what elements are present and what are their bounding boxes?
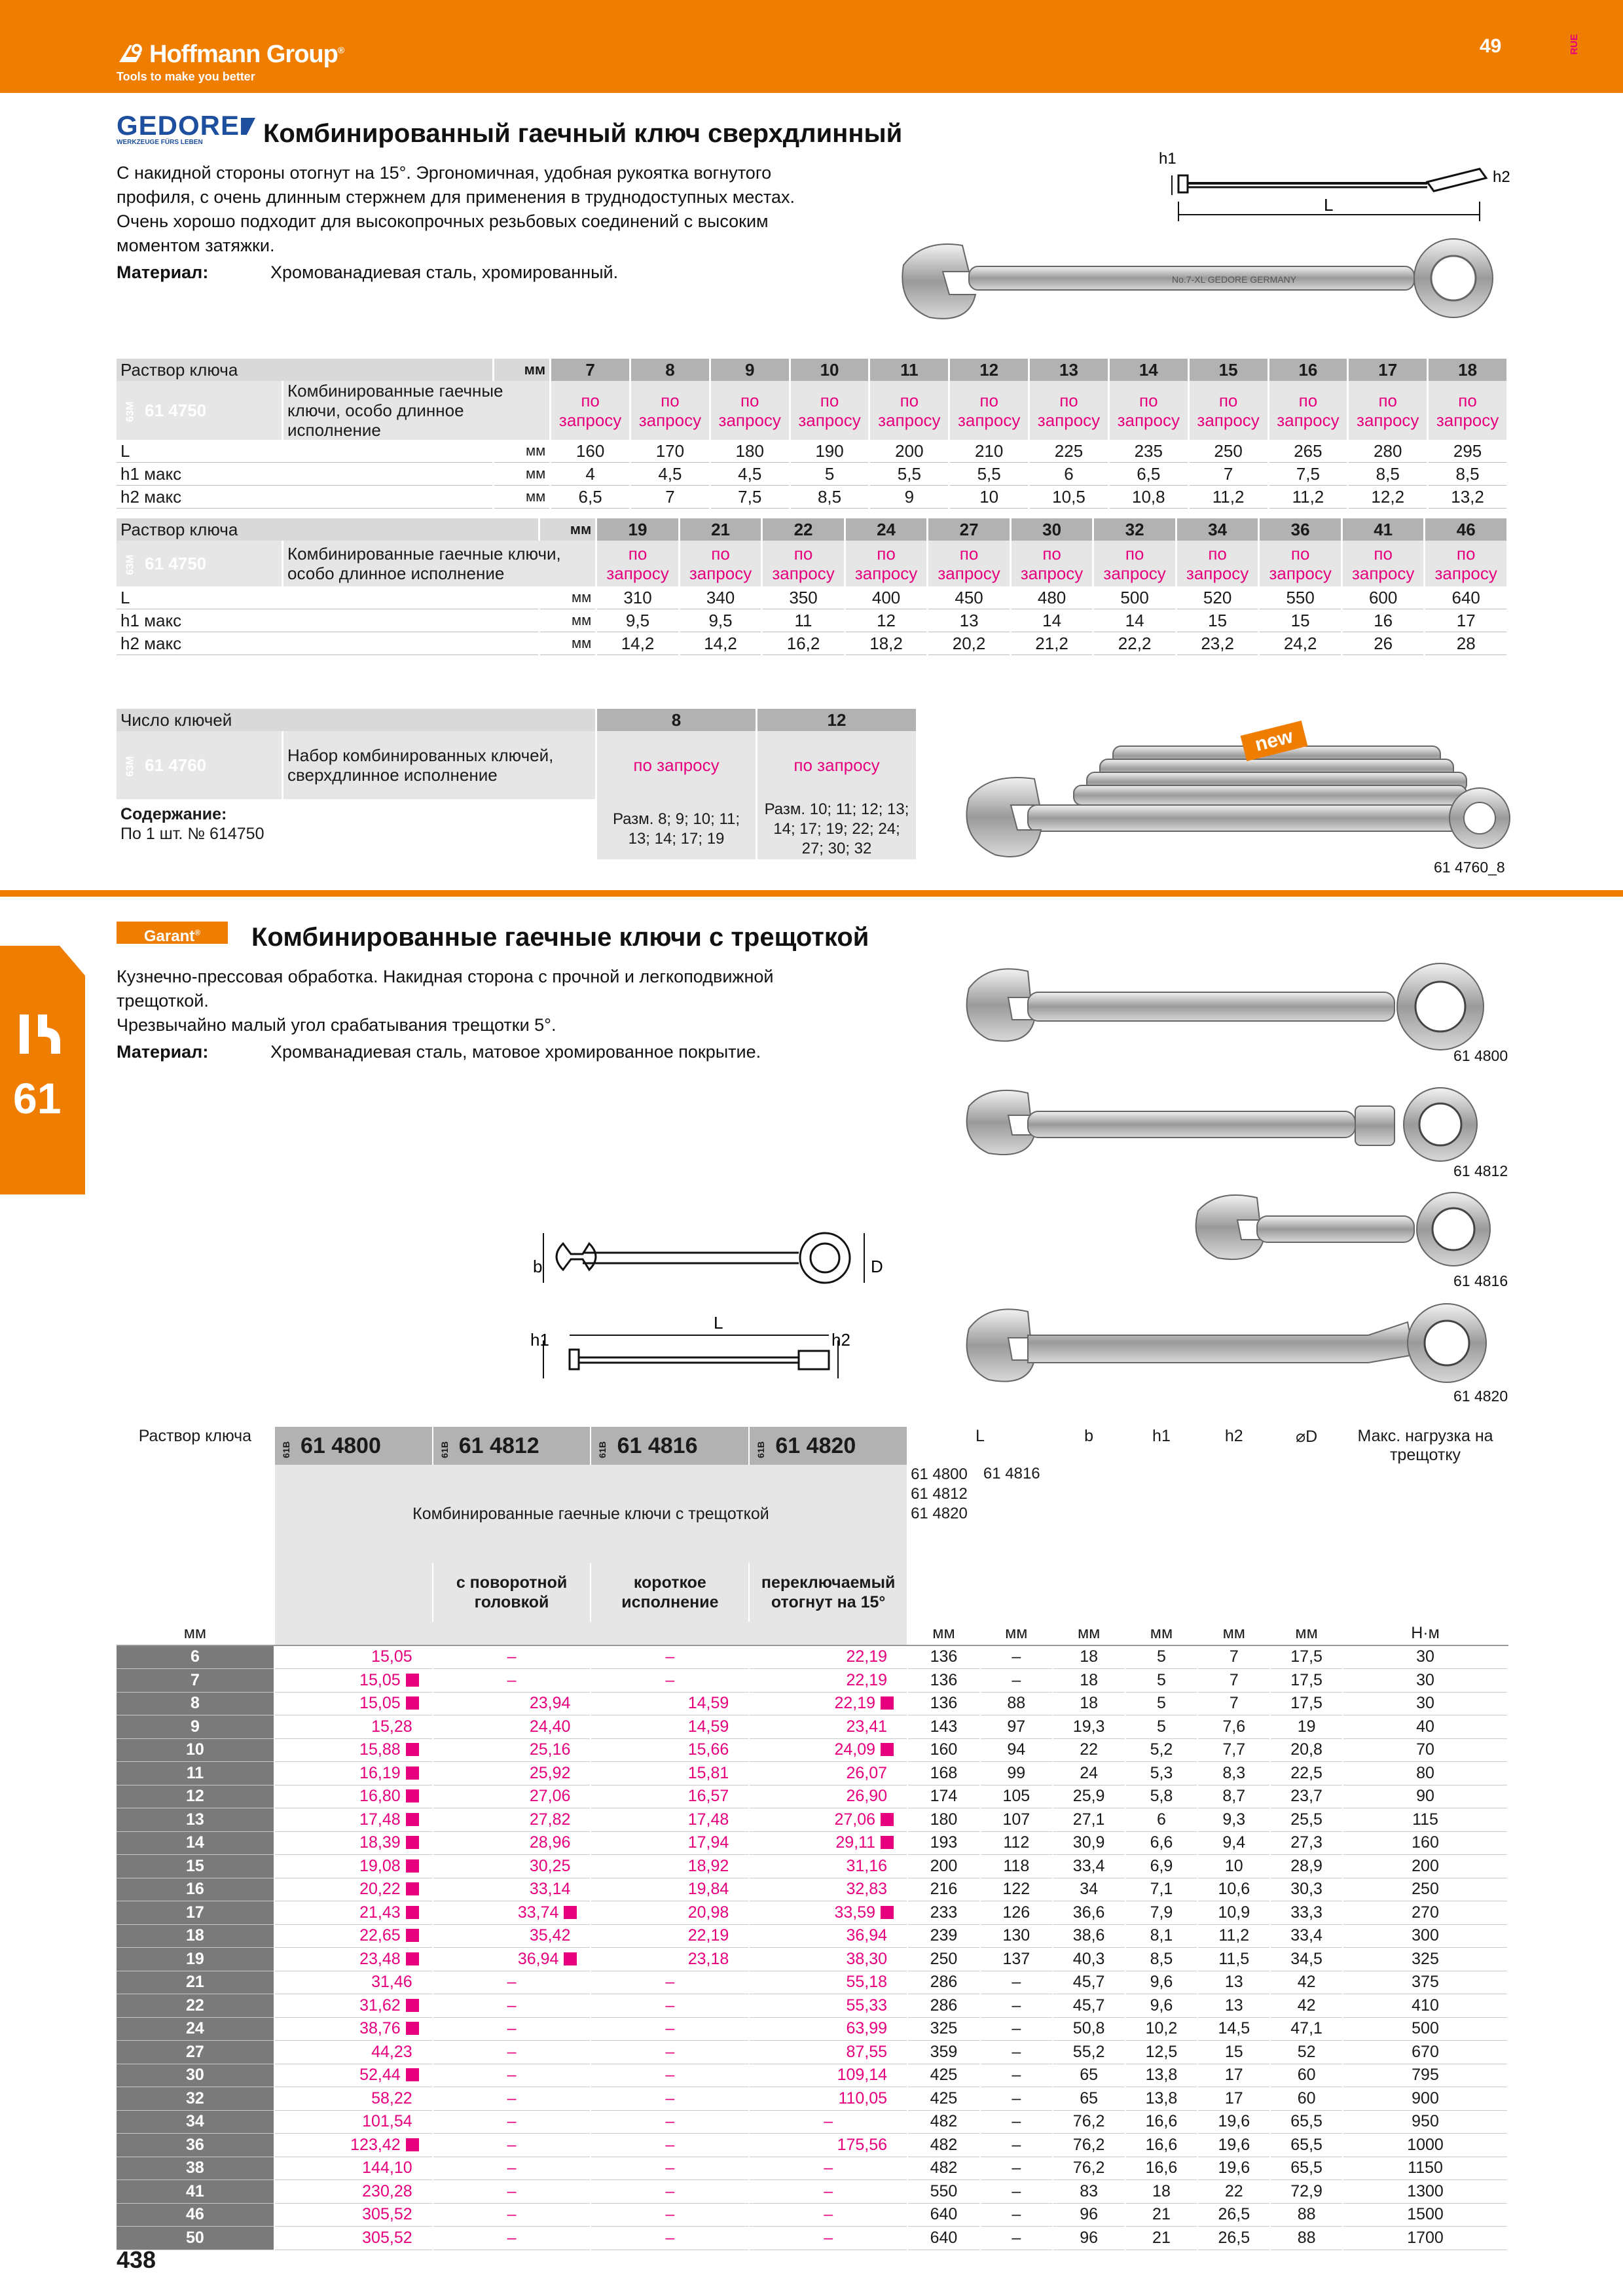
spec-value: 9 — [869, 486, 949, 509]
section2-title: Комбинированные гаечные ключи с трещоткой — [251, 923, 869, 952]
wrench-photo — [897, 232, 1512, 331]
spec-value: 21,2 — [1010, 632, 1093, 655]
table-row: 34 101,54 – – – 482 – 76,2 16,6 19,6 65,5 950 — [117, 2110, 1508, 2134]
spec-value: 11,2 — [1188, 486, 1268, 509]
table-row: 6 15,05 – – 22,19 136 – 18 5 7 17,5 30 — [117, 1645, 1508, 1669]
spec-row: L мм 160 170 180 190 200 210 225 235 250 265 280 295 — [117, 440, 1508, 463]
spec-label: h2 макс — [117, 632, 539, 655]
table-row: 17 21,43 33,74 20,98 33,59 233 126 36,6 7,9 10,9 33,3 270 — [117, 1901, 1508, 1925]
new-marker-icon — [406, 2068, 419, 2081]
ratchet-wrench-614812-photo — [962, 1086, 1512, 1165]
svg-text:h2: h2 — [831, 1330, 850, 1350]
section1-title: Комбинированный гаечный ключ сверхдлинный — [263, 119, 903, 148]
spec-value: 225 — [1029, 440, 1109, 463]
article-number: 61 4750 — [145, 400, 207, 420]
table-row: 15 19,08 30,25 18,92 31,16 200 118 33,4 6,9 10 28,9 200 — [117, 1855, 1508, 1878]
new-marker-icon — [406, 1836, 419, 1849]
price-on-request: по запросу — [551, 381, 630, 440]
table-row: 50 305,52 – – – 640 – 96 21 26,5 88 1700 — [117, 2227, 1508, 2250]
spec-value: 190 — [790, 440, 869, 463]
spec-value: 210 — [949, 440, 1029, 463]
spec-value: 4,5 — [710, 463, 790, 486]
brand-tagline: Tools to make you better — [117, 70, 255, 83]
table-row: 36 123,42 – – 175,56 482 – 76,2 16,6 19,6 65,5 1000 — [117, 2134, 1508, 2157]
new-marker-icon — [564, 1952, 577, 1965]
spec-label: h1 макс — [117, 609, 539, 632]
spec-value: 600 — [1341, 586, 1425, 609]
spec-value: 550 — [1259, 586, 1342, 609]
spec-value: 22,2 — [1093, 632, 1176, 655]
spec-value: 12 — [845, 609, 928, 632]
spec-label: h2 макс — [117, 486, 494, 509]
section2-description: Кузнечно-прессовая обработка. Накидная сторона с прочной и легкоподвижной трещоткой. Чрезвычайно малый угол срабатывания трещотки 5°. Материал: Хромванадиевая сталь, матовое хромированное покрытие. — [117, 967, 774, 1062]
table-row: 22 31,62 – – 55,33 286 – 45,7 9,6 13 42 410 — [117, 1994, 1508, 2018]
new-marker-icon — [406, 1859, 419, 1873]
hoffmann-logo-icon — [117, 43, 145, 65]
spec-value: 6,5 — [551, 486, 630, 509]
spec-value: 14,2 — [679, 632, 762, 655]
spec-value: 9,5 — [679, 609, 762, 632]
spec-value: 450 — [928, 586, 1011, 609]
spec-value: 4,5 — [630, 463, 710, 486]
table-row: 18 22,65 35,42 22,19 36,94 239 130 38,6 8,1 11,2 33,4 300 — [117, 1924, 1508, 1948]
spec-value: 295 — [1428, 440, 1508, 463]
spec-value: 11,2 — [1268, 486, 1348, 509]
table-row: 12 16,80 27,06 16,57 26,90 174 105 25,9 5,8 8,7 23,7 90 — [117, 1785, 1508, 1808]
spec-value: 340 — [679, 586, 762, 609]
table-row: 8 15,05 23,94 14,59 22,19 136 88 18 5 7 17,5 30 — [117, 1692, 1508, 1715]
spec-value: 200 — [869, 440, 949, 463]
photo-caption-614812: 61 4812 — [1453, 1162, 1508, 1179]
page-number-top: 49 — [1480, 35, 1502, 57]
spec-value: 5,5 — [949, 463, 1029, 486]
spec-value: 5,5 — [869, 463, 949, 486]
table-row: 46 305,52 – – – 640 – 96 21 26,5 88 1500 — [117, 2203, 1508, 2227]
spec-value: 280 — [1348, 440, 1428, 463]
spec-value: 18,2 — [845, 632, 928, 655]
section1-description: С накидной стороны отогнут на 15°. Эргономичная, удобная рукоятка вогнутого профиля, с очень длинным стержнем для применения в труднодоступных местах. Очень хорошо подходит для высокопрочных резьбовых соединений с высоким моментом затяжки. Материал: Хромованадиевая сталь, хромированный. — [117, 161, 795, 285]
spec-value: 6,5 — [1108, 463, 1188, 486]
spec-label: h1 макс — [117, 463, 494, 486]
spec-row: L мм 310 340 350 400 450 480 500 520 550 600 640 — [117, 586, 1508, 609]
svg-text:h1: h1 — [530, 1330, 549, 1350]
table-row: 41 230,28 – – – 550 – 83 18 22 72,9 1300 — [117, 2180, 1508, 2204]
gedore-logo: GEDORE WERKZEUGE FÜRS LEBEN — [117, 113, 255, 146]
new-marker-icon — [881, 1906, 894, 1919]
spec-label: L — [117, 440, 494, 463]
table-row: 16 20,22 33,14 19,84 32,83 216 122 34 7,1 10,6 30,3 250 — [117, 1878, 1508, 1901]
svg-text:L: L — [714, 1313, 723, 1333]
spec-value: 6 — [1029, 463, 1109, 486]
spec-value: 10,8 — [1108, 486, 1188, 509]
spec-value: 13 — [928, 609, 1011, 632]
spec-value: 10,5 — [1029, 486, 1109, 509]
table-614760-set: Число ключей 8 12 63M 61 4760 Набор комбинированных ключей, сверхдлинное исполнение по запросу по запросу Содержание: По 1 шт. № 614750 Разм. 8; 9; 10; 11; 13; 14; 17; 19 Разм. 10; 11; 12; 13; 14; 17; 19; 22; 24; 27; 30; 32 — [117, 709, 918, 859]
spec-value: 23,2 — [1176, 632, 1259, 655]
table-row: 19 23,48 36,94 23,18 38,30 250 137 40,3 8,5 11,5 34,5 325 — [117, 1948, 1508, 1971]
spec-value: 640 — [1425, 586, 1508, 609]
spec-value: 15 — [1259, 609, 1342, 632]
spec-value: 12,2 — [1348, 486, 1428, 509]
svg-text:h1: h1 — [1159, 150, 1176, 168]
spec-value: 310 — [596, 586, 680, 609]
spec-value: 7 — [1188, 463, 1268, 486]
photo-caption-614816: 61 4816 — [1453, 1272, 1508, 1289]
new-marker-icon — [406, 1952, 419, 1965]
size-label: Раствор ключа — [117, 359, 494, 381]
wrench-dimension-diagram — [1152, 149, 1519, 234]
new-marker-icon — [406, 1906, 419, 1919]
new-marker-icon — [564, 1906, 577, 1919]
spec-value: 500 — [1093, 586, 1176, 609]
spec-value: 8,5 — [1348, 463, 1428, 486]
spec-row: h2 макс мм 6,5 7 7,5 8,5 9 10 10,5 10,8 11,2 11,2 12,2 13,2 — [117, 486, 1508, 509]
table-row: 13 17,48 27,82 17,48 27,06 180 107 27,1 6 9,3 25,5 115 — [117, 1808, 1508, 1832]
new-marker-icon — [881, 1743, 894, 1756]
table-614750-a: Раствор ключа мм 7 8 9 10 11 12 13 14 15 16 17 18 63M 61 4750 Комбинированные гаечные ключи, особо длинное исполнение по запросу по запросу по запросу по запросу по запросу по запросу по запросу по запросу по запросу по запросу по запросу по запросу L мм 160 170 180 190 200 210 225 235 250 265 280 295 h1 макс мм 4 4,5 4,5 5 5,5 5,5 6 6,5 7 7,5 8,5 8,5 h2 макс мм 6,5 7 7,5 8,5 9 10 10,5 10,8 11,2 11,2 12,2 13,2 — [117, 359, 1508, 509]
wrench-icon — [14, 1008, 67, 1064]
section-divider — [0, 890, 1623, 897]
ratchet-wrench-614800-photo — [962, 962, 1512, 1060]
spec-value: 14 — [1010, 609, 1093, 632]
photo-caption-614760: 61 4760_8 — [1434, 859, 1505, 876]
new-marker-icon — [881, 1696, 894, 1710]
brand-logo[interactable]: Hoffmann Group® Tools to make you better — [117, 41, 344, 83]
svg-text:b: b — [533, 1257, 543, 1276]
spec-value: 16 — [1341, 609, 1425, 632]
svg-text:D: D — [871, 1257, 883, 1276]
spec-value: 7 — [630, 486, 710, 509]
ratchet-wrench-614820-photo — [962, 1302, 1512, 1394]
spec-value: 16,2 — [762, 632, 845, 655]
garant-logo: Garant® — [117, 922, 228, 944]
new-badge: new — [1241, 721, 1308, 761]
new-marker-icon — [406, 1767, 419, 1780]
spec-value: 5 — [790, 463, 869, 486]
spec-value: 20,2 — [928, 632, 1011, 655]
table-row: 21 31,46 – – 55,18 286 – 45,7 9,6 13 42 375 — [117, 1971, 1508, 1994]
language-tag: RUE — [1569, 34, 1580, 55]
new-marker-icon — [881, 1836, 894, 1849]
spec-row: h1 макс мм 9,5 9,5 11 12 13 14 14 15 15 16 17 — [117, 609, 1508, 632]
spec-value: 480 — [1010, 586, 1093, 609]
spec-value: 13,2 — [1428, 486, 1508, 509]
spec-value: 520 — [1176, 586, 1259, 609]
gedore-flag-icon — [241, 118, 255, 135]
spec-value: 9,5 — [596, 609, 680, 632]
spec-value: 28 — [1425, 632, 1508, 655]
new-marker-icon — [406, 1882, 419, 1895]
new-marker-icon — [406, 1674, 419, 1687]
ratchet-table: Раствор ключа 61B 61 4800 61B 61 4812 61B 61 4816 61B 61 4820 L b h1 h2 ⌀D Макс. нагрузка на трещотку Комбинированные гаечные ключи с трещоткой 61 4800 61 4812 61 4820 61 4816 с поворотной головкой короткое исполнение переключаемый отогнут на 15° мм мм мм мм мм мм мм Н·м 6 15,05 – – 22,19 136 – 18 5 7 17,5 30 7 15,05 – – 22,19 136 – 18 5 7 17,5 30 8 15,05 23,94 14,59 22,19 136 88 18 5 7 17,5 30 9 15,28 24,40 14,59 23,41 143 97 19,3 5 7,6 19 40 10 15,88 25,16 15,66 24,09 160 94 22 5,2 7,7 20,8 70 11 16,19 25,92 15,81 26,07 168 99 24 5,3 8,3 22,5 80 12 16,80 27,06 16,57 26,90 174 105 25,9 5,8 8,7 23,7 90 13 17,48 27,82 17,48 27,06 180 107 27,1 6 9,3 25,5 115 14 18,39 28,96 17,94 29,11 193 112 30,9 6,6 9,4 27,3 160 15 19,08 30,25 18,92 31,16 200 118 33,4 6,9 10 28,9 200 16 20,22 33,14 19,84 32,83 216 122 34 7,1 10,6 30,3 250 17 21,43 33,74 20,98 33,59 233 126 36,6 7,9 10,9 33,3 270 18 22,65 35,42 22,19 36,94 239 130 38,6 8,1 11,2 33,4 300 19 23,48 36,94 23,18 38,30 250 137 40,3 8,5 11,5 34,5 325 21 31,46 – – 55,18 286 – 45,7 9,6 13 42 375 22 31,62 – – 55,33 286 – 45,7 9,6 13 42 410 24 38,76 – – 63,99 325 – 50,8 10,2 14,5 47,1 500 27 44,23 – – 87,55 359 – 55,2 12,5 15 52 670 30 52,44 – – 109,14 425 – 65 13,8 17 60 795 32 58,22 – – 110,05 425 – 65 13,8 17 60 900 34 101,54 – – – 482 – 76,2 16,6 19,6 65,5 950 36 123,42 – – 175,56 482 – 76,2 16,6 19,6 65,5 1000 38 144,10 – – – 482 – 76,2 16,6 19,6 65,5 1150 41 230,28 – – – 550 – 83 18 22 72,9 1300 46 305,52 – – – 640 – 96 21 26,5 88 1500 50 305,52 – – – 640 – 96 21 26,5 88 1700 — [117, 1427, 1508, 2250]
table-614750-b: Раствор ключа мм 19 21 22 24 27 30 32 34 36 41 46 63M 61 4750 Комбинированные гаечные ключи, особо длинное исполнение по запросу по запросу по запросу по запросу по запросу по запросу по запросу по запросу по запросу по запросу по запросу L мм 310 340 350 400 450 480 500 520 550 600 640 h1 макс мм 9,5 9,5 11 12 13 14 14 15 15 16 17 h2 макс мм 14,2 14,2 16,2 18,2 20,2 21,2 22,2 23,2 24,2 26 28 — [117, 518, 1508, 655]
photo-caption-614820: 61 4820 — [1453, 1388, 1508, 1405]
new-marker-icon — [406, 1929, 419, 1942]
spec-value: 26 — [1341, 632, 1425, 655]
new-marker-icon — [406, 1813, 419, 1826]
spec-value: 180 — [710, 440, 790, 463]
spec-value: 8,5 — [1428, 463, 1508, 486]
spec-label: L — [117, 586, 539, 609]
spec-value: 10 — [949, 486, 1029, 509]
new-marker-icon — [406, 1743, 419, 1756]
spec-value: 11 — [762, 609, 845, 632]
spec-value: 24,2 — [1259, 632, 1342, 655]
spec-value: 235 — [1108, 440, 1188, 463]
photo-caption-614800: 61 4800 — [1453, 1047, 1508, 1064]
table-row: 30 52,44 – – 109,14 425 – 65 13,8 17 60 795 — [117, 2064, 1508, 2087]
new-marker-icon — [406, 1789, 419, 1803]
brand-name: Hoffmann Group — [149, 41, 338, 68]
spec-value: 7,5 — [710, 486, 790, 509]
table-row: 14 18,39 28,96 17,94 29,11 193 112 30,9 6,6 9,4 27,3 160 — [117, 1831, 1508, 1855]
chapter-number: 61 — [13, 1074, 62, 1122]
new-marker-icon — [406, 1999, 419, 2012]
ratchet-wrench-614816-photo — [1192, 1191, 1512, 1270]
spec-value: 14,2 — [596, 632, 680, 655]
table-row: 7 15,05 – – 22,19 136 – 18 5 7 17,5 30 — [117, 1669, 1508, 1693]
material-value: Хромованадиевая сталь, хромированный. — [270, 262, 619, 282]
table-row: 27 44,23 – – 87,55 359 – 55,2 12,5 15 52 670 — [117, 2041, 1508, 2064]
new-marker-icon — [406, 2022, 419, 2035]
spec-value: 4 — [551, 463, 630, 486]
spec-value: 170 — [630, 440, 710, 463]
table-row: 9 15,28 24,40 14,59 23,41 143 97 19,3 5 7,6 19 40 — [117, 1715, 1508, 1739]
table-row: 32 58,22 – – 110,05 425 – 65 13,8 17 60 900 — [117, 2087, 1508, 2111]
spec-row: h2 макс мм 14,2 14,2 16,2 18,2 20,2 21,2 22,2 23,2 24,2 26 28 — [117, 632, 1508, 655]
table-row: 10 15,88 25,16 15,66 24,09 160 94 22 5,2 7,7 20,8 70 — [117, 1738, 1508, 1762]
spec-value: 160 — [551, 440, 630, 463]
ratchet-dimension-diagram — [524, 1230, 890, 1401]
spec-value: 400 — [845, 586, 928, 609]
spec-value: 17 — [1425, 609, 1508, 632]
table-row: 24 38,76 – – 63,99 325 – 50,8 10,2 14,5 47,1 500 — [117, 2017, 1508, 2041]
spec-value: 250 — [1188, 440, 1268, 463]
spec-value: 14 — [1093, 609, 1176, 632]
new-marker-icon — [406, 2138, 419, 2151]
material-label: Материал: — [117, 262, 209, 282]
spec-value: 15 — [1176, 609, 1259, 632]
svg-text:No.7-XL GEDORE GERMANY: No.7-XL GEDORE GERMANY — [1172, 274, 1297, 285]
page-number-bottom: 438 — [117, 2246, 156, 2273]
chapter-tab[interactable] — [0, 946, 85, 1194]
spec-value: 265 — [1268, 440, 1348, 463]
new-marker-icon — [881, 1813, 894, 1826]
spec-value: 350 — [762, 586, 845, 609]
table-row: 38 144,10 – – – 482 – 76,2 16,6 19,6 65,5 1150 — [117, 2157, 1508, 2180]
table-row: 11 16,19 25,92 15,81 26,07 168 99 24 5,3 8,3 22,5 80 — [117, 1762, 1508, 1785]
new-marker-icon — [406, 1696, 419, 1710]
svg-text:L: L — [1324, 195, 1334, 215]
spec-value: 8,5 — [790, 486, 869, 509]
spec-row: h1 макс мм 4 4,5 4,5 5 5,5 5,5 6 6,5 7 7,5 8,5 8,5 — [117, 463, 1508, 486]
spec-value: 7,5 — [1268, 463, 1348, 486]
svg-text:h2: h2 — [1493, 168, 1510, 186]
